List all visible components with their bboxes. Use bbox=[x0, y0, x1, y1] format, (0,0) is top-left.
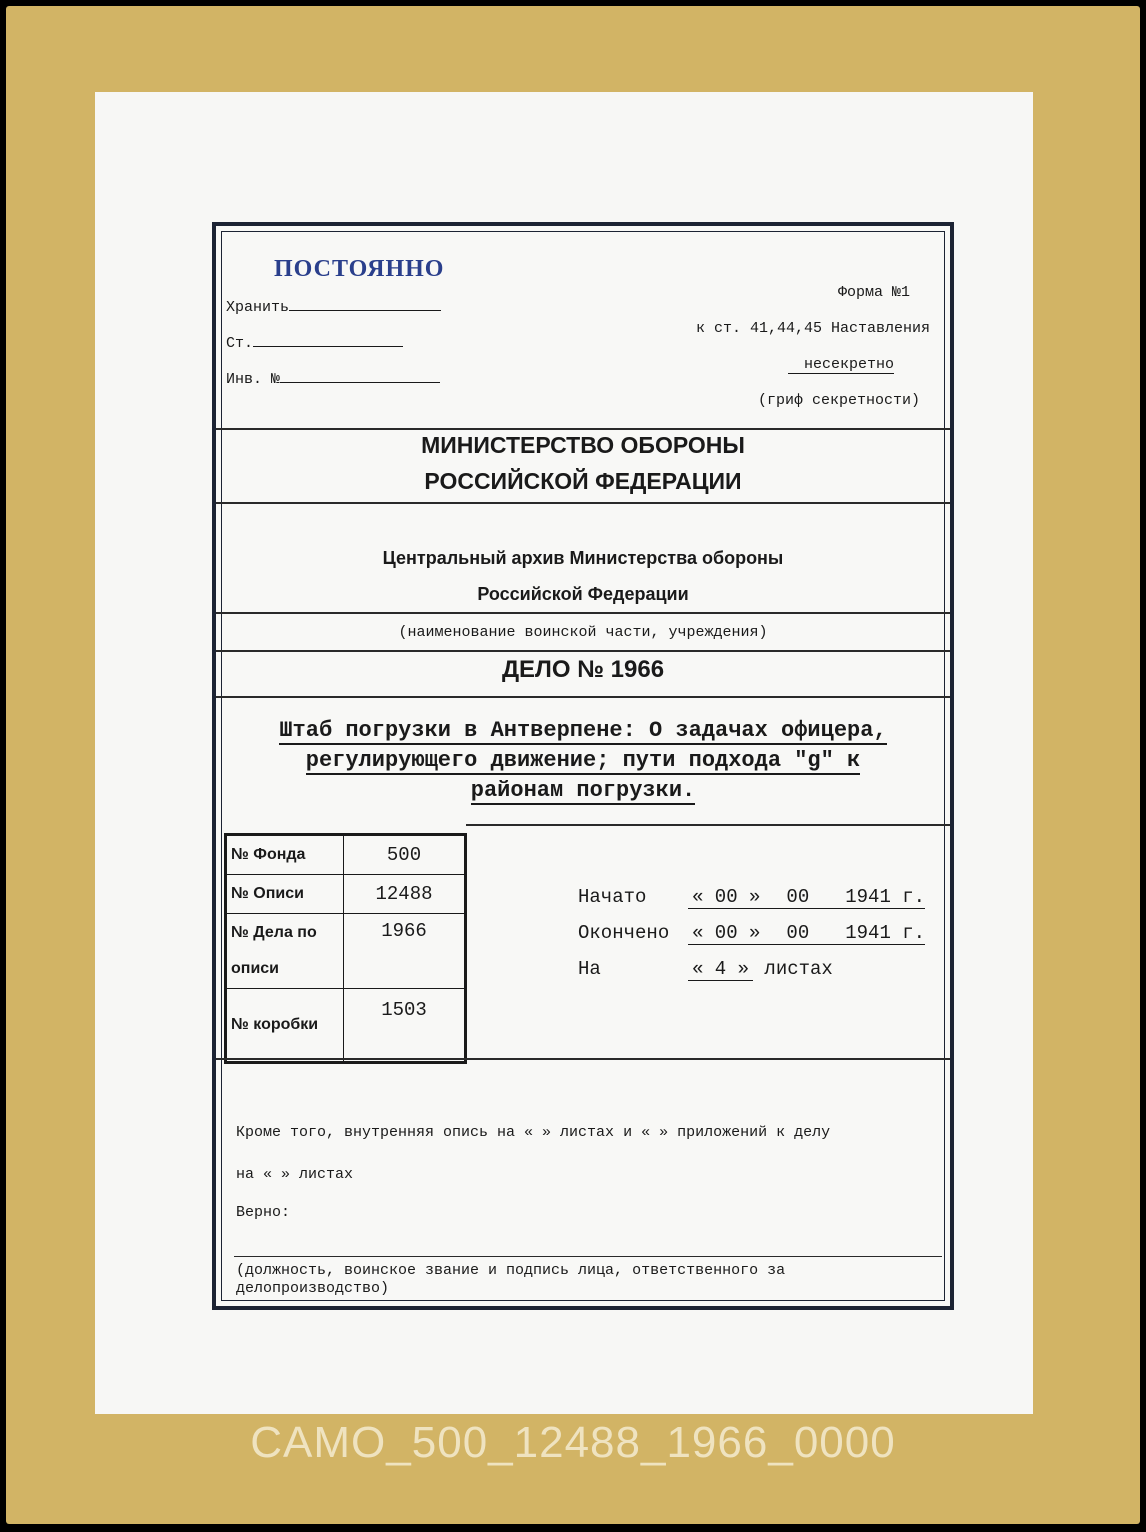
ended-month: 00 bbox=[764, 922, 831, 945]
table-row bbox=[226, 989, 466, 1063]
form-number: Форма №1 bbox=[837, 284, 910, 301]
sheets-label: На bbox=[578, 958, 601, 980]
unit-caption: (наименование воинской части, учреждения) bbox=[398, 624, 768, 641]
case-title bbox=[226, 716, 940, 806]
divider bbox=[466, 824, 950, 826]
box-value: 1503 bbox=[344, 989, 466, 1063]
verified-label: Верно: bbox=[236, 1204, 291, 1221]
archive-codes-table bbox=[224, 833, 467, 1064]
article-line bbox=[253, 332, 403, 347]
case-title-line-2: регулирующего движение; пути подхода "g" к bbox=[305, 748, 861, 773]
fond-value: 500 bbox=[344, 835, 466, 875]
ended-row bbox=[578, 922, 925, 944]
started-day: « 00 » bbox=[688, 886, 764, 909]
sheets-value: « 4 » bbox=[688, 958, 753, 981]
secrecy-caption: (гриф секретности) bbox=[757, 392, 920, 409]
inventory-label: Инв. № bbox=[226, 371, 281, 388]
divider bbox=[216, 502, 950, 504]
started-year: 1941 г. bbox=[831, 886, 925, 909]
ended-label: Окончено bbox=[578, 922, 670, 944]
table-row bbox=[226, 875, 466, 914]
inventory-field bbox=[226, 368, 440, 388]
extra-sheets-line: на « » листах bbox=[236, 1166, 354, 1183]
divider bbox=[216, 612, 950, 614]
inventory-line bbox=[280, 368, 440, 383]
ended-day: « 00 » bbox=[688, 922, 764, 945]
ministry-line-2: РОССИЙСКОЙ ФЕДЕРАЦИИ bbox=[424, 468, 742, 494]
delo-value: 1966 bbox=[344, 914, 466, 989]
extra-inventory-line: Кроме того, внутренняя опись на « » листах и « » приложений к делу bbox=[236, 1124, 831, 1141]
archive-line-2: Российской Федерации bbox=[477, 584, 689, 604]
case-title-line-1: Штаб погрузки в Антверпене: О задачах офицера, bbox=[279, 718, 887, 743]
keep-label: Хранить bbox=[226, 299, 290, 316]
ended-year: 1941 г. bbox=[831, 922, 925, 945]
case-heading: ДЕЛО № 1966 bbox=[501, 656, 665, 683]
permanent-stamp: ПОСТОЯННО bbox=[274, 256, 445, 282]
secrecy-value: несекретно bbox=[788, 356, 894, 374]
divider bbox=[216, 428, 950, 430]
article-field bbox=[226, 332, 403, 352]
case-cover-form bbox=[212, 222, 954, 1310]
started-month: 00 bbox=[764, 886, 831, 909]
divider bbox=[216, 650, 950, 652]
table-row bbox=[226, 914, 466, 989]
archive-line-1: Центральный архив Министерства обороны bbox=[382, 548, 784, 568]
divider bbox=[216, 696, 950, 698]
article-label: Ст. bbox=[226, 335, 254, 352]
divider bbox=[216, 1058, 950, 1060]
keep-field bbox=[226, 296, 441, 316]
signature-caption-2: делопроизводство) bbox=[236, 1280, 390, 1297]
sheets-suffix: листах bbox=[764, 958, 833, 980]
case-title-line-3: районам погрузки. bbox=[470, 778, 696, 803]
signature-line bbox=[234, 1256, 942, 1257]
opis-label: № Описи bbox=[226, 875, 344, 914]
delo-label: № Дела по описи bbox=[226, 914, 344, 989]
started-row bbox=[578, 886, 925, 908]
table-row bbox=[226, 835, 466, 875]
regulation-ref: к ст. 41,44,45 Наставления bbox=[695, 320, 930, 337]
signature-caption-1: (должность, воинское звание и подпись лица, ответственного за bbox=[236, 1262, 786, 1279]
fond-label: № Фонда bbox=[226, 835, 344, 875]
started-label: Начато bbox=[578, 886, 647, 908]
ministry-line-1: МИНИСТЕРСТВО ОБОРОНЫ bbox=[421, 432, 745, 458]
keep-line bbox=[289, 296, 441, 311]
opis-value: 12488 bbox=[344, 875, 466, 914]
archive-watermark: CAMO_500_12488_1966_0000 bbox=[250, 1418, 896, 1467]
sheets-row bbox=[578, 958, 833, 980]
box-label: № коробки bbox=[226, 989, 344, 1063]
